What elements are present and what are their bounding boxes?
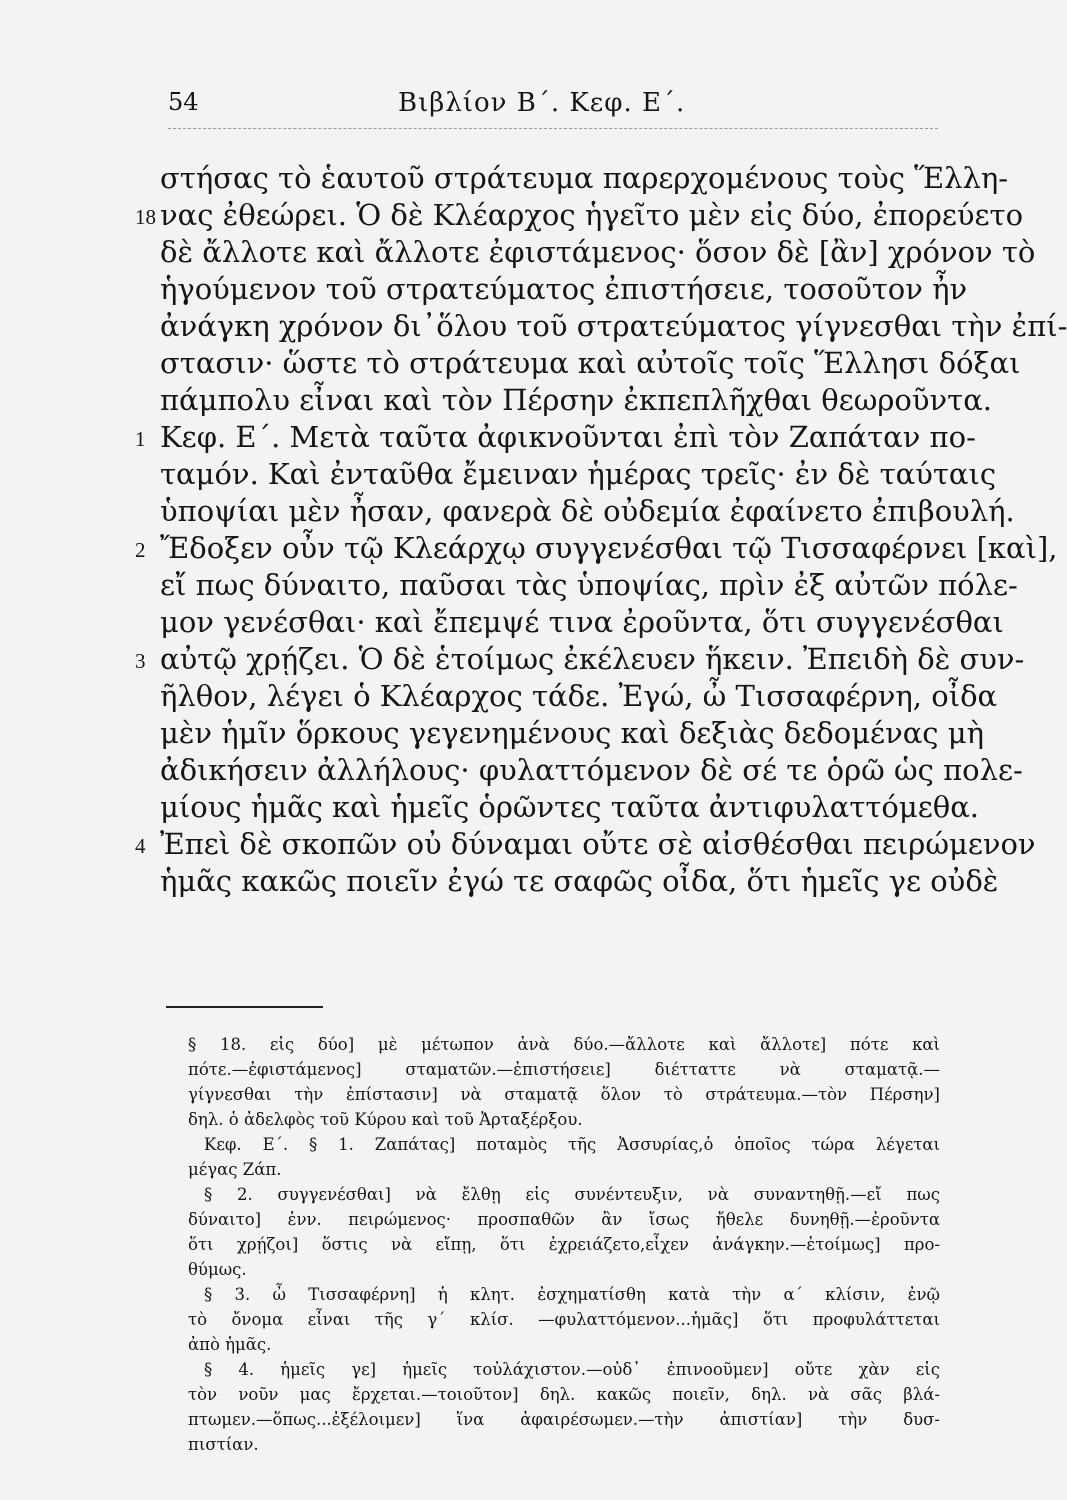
line-text: ῆλθον, λέγει ὁ Κλέαρχος τάδε. Ἐγώ, ὦ Τισσαφέρνη, οἶδα xyxy=(160,679,998,713)
text-line xyxy=(135,530,1058,567)
footnote-line: πιστίαν. xyxy=(188,1435,259,1454)
line-text: πάμπολυ εἶναι καὶ τὸν Πέρσην ἐκπεπλῆχθαι θεωροῦντα. xyxy=(160,383,992,417)
footnote-rule xyxy=(166,1006,323,1008)
line-text: μον γενέσθαι· καὶ ἔπεμψέ τινα ἐροῦντα, ὅτι συγγενέσθαι xyxy=(160,605,1004,639)
footnote-line: πτωμεν.—ὅπως...ἐξέλοιμεν] ἵνα ἀφαιρέσωμεν.—τὴν ἀπιστίαν] τὴν δυσ- xyxy=(188,1410,940,1429)
text-line xyxy=(135,197,1024,234)
footnote-line: § 4. ἡμεῖς γε] ἡμεῖς τοὐλάχιστον.—οὐδ᾽ ἐπινοοῦμεν] οὔτε χὰν εἰς xyxy=(204,1360,940,1379)
text-line xyxy=(160,863,999,900)
line-text: ἀδικήσειν ἀλλήλους· φυλαττόμενον δὲ σέ τε ὁρῶ ὡς πολε- xyxy=(160,753,1023,787)
line-text: αὐτῷ χρῄζει. Ὁ δὲ ἑτοίμως ἐκέλευεν ἥκειν. Ἐπειδὴ δὲ συν- xyxy=(160,642,1025,676)
text-line xyxy=(160,715,984,752)
footnote-line: ἀπὸ ἡμᾶς. xyxy=(188,1335,272,1354)
line-text: ἡγούμενον τοῦ στρατεύματος ἐπιστήσειε, τοσοῦτον ἦν xyxy=(160,272,968,306)
footnote-line: τὸν νοῦν μας ἔρχεται.—τοιοῦτον] δηλ. κακῶς ποιεῖν, δηλ. νὰ σᾶς βλά- xyxy=(188,1385,940,1404)
line-text: ἀνάγκη χρόνον δι᾽ὅλου τοῦ στρατεύματος γίγνεσθαι τὴν ἐπί- xyxy=(160,309,1067,343)
footnote-line: Κεφ. Ε΄. § 1. Ζαπάτας] ποταμὸς τῆς Ἀσσυρίας,ὁ ὁποῖος τώρα λέγεται xyxy=(204,1135,940,1154)
page-header xyxy=(158,80,938,120)
line-text: Ἐπεὶ δὲ σκοπῶν οὐ δύναμαι οὔτε σὲ αἰσθέσθαι πειρώμενον xyxy=(160,827,1036,861)
text-line xyxy=(160,604,1004,641)
section-number: 1 xyxy=(135,427,146,451)
text-line xyxy=(160,456,997,493)
main-text xyxy=(135,160,1067,900)
text-line xyxy=(160,752,1023,789)
running-head: Βιβλίον Β΄. Κεφ. Ε΄. xyxy=(398,88,686,118)
footnote-line: § 3. ὦ Τισσαφέρνη] ἡ κλητ. ἐσχηματίσθη κατὰ τὴν α΄ κλίσιν, ἐνῷ xyxy=(204,1285,940,1304)
line-text: ἡμᾶς κακῶς ποιεῖν ἐγώ τε σαφῶς οἶδα, ὅτι ἡμεῖς γε οὐδὲ xyxy=(160,864,999,898)
footnote-line: δύναιτο] ἐνν. πειρώμενος· προσπαθῶν ἂν ἴσως ἤθελε δυνηθῇ.—ἐροῦντα xyxy=(188,1210,940,1229)
text-line xyxy=(135,419,976,456)
line-text: στήσας τὸ ἑαυτοῦ στράτευμα παρερχομένους τοὺς Ἕλλη- xyxy=(160,161,1009,195)
text-line xyxy=(135,641,1025,678)
footnote-line: μέγας Ζάπ. xyxy=(188,1160,282,1179)
header-rule xyxy=(168,128,938,129)
text-line xyxy=(160,160,1009,197)
text-line xyxy=(160,345,1021,382)
text-line xyxy=(160,567,1018,604)
text-line xyxy=(160,678,998,715)
footnote-line: ὅτι χρῄζοι] ὅστις νὰ εἴπῃ, ὅτι ἐχρειάζετο,εἶχεν ἀνάγκην.—ἑτοίμως] προ- xyxy=(188,1235,940,1254)
section-number: 3 xyxy=(135,649,146,673)
section-number: 4 xyxy=(135,834,146,858)
footnote-line: θύμως. xyxy=(188,1260,247,1279)
footnote-line: § 18. εἰς δύο] μὲ μέτωπον ἀνὰ δύο.—ἄλλοτε καὶ ἄλλοτε] πότε καὶ xyxy=(188,1035,940,1054)
line-text: εἴ πως δύναιτο, παῦσαι τὰς ὑποψίας, πρὶν ἐξ αὐτῶν πόλε- xyxy=(160,568,1018,602)
line-text: μὲν ἡμῖν ὅρκους γεγενημένους καὶ δεξιὰς δεδομένας μὴ xyxy=(160,716,984,750)
footnote-line: τὸ ὄνομα εἶναι τῆς γ΄ κλίσ. —φυλαττόμενον...ἡμᾶς] ὅτι προφυλάττεται xyxy=(188,1310,940,1329)
line-text: ταμόν. Καὶ ἐνταῦθα ἔμειναν ἡμέρας τρεῖς· ἐν δὲ ταύταις xyxy=(160,457,997,491)
text-line xyxy=(160,234,1036,271)
text-line xyxy=(160,308,1067,345)
page-number: 54 xyxy=(168,88,199,116)
footnotes xyxy=(188,1032,940,1457)
footnote-line: πότε.—ἐφιστάμενος] σταματῶν.—ἐπιστήσειε] διέτταττε νὰ σταματᾷ.— xyxy=(188,1060,940,1079)
text-line xyxy=(160,789,980,826)
section-number: 18 xyxy=(135,205,156,229)
line-text: ὑποψίαι μὲν ἦσαν, φανερὰ δὲ οὐδεμία ἐφαίνετο ἐπιβουλή. xyxy=(160,494,1015,528)
text-line xyxy=(160,382,992,419)
footnote-line: § 2. συγγενέσθαι] νὰ ἔλθῃ εἰς συνέντευξιν, νὰ συναντηθῇ.—εἴ πως xyxy=(204,1185,940,1204)
footnote-line: δηλ. ὁ ἀδελφὸς τοῦ Κύρου καὶ τοῦ Ἀρταξέρξου. xyxy=(188,1110,583,1129)
text-line xyxy=(135,826,1036,863)
line-text: νας ἐθεώρει. Ὁ δὲ Κλέαρχος ἡγεῖτο μὲν εἰς δύο, ἐπορεύετο xyxy=(160,198,1024,232)
line-text: Ἔδοξεν οὖν τῷ Κλεάρχῳ συγγενέσθαι τῷ Τισσαφέρνει [καὶ], xyxy=(160,531,1058,565)
line-text: Κεφ. Ε΄. Μετὰ ταῦτα ἀφικνοῦνται ἐπὶ τὸν Ζαπάταν πο- xyxy=(160,420,976,454)
text-line xyxy=(160,271,968,308)
footnote-line: γίγνεσθαι τὴν ἐπίστασιν] νὰ σταματᾷ ὅλον τὸ στράτευμα.—τὸν Πέρσην] xyxy=(188,1085,940,1104)
line-text: μίους ἡμᾶς καὶ ἡμεῖς ὁρῶντες ταῦτα ἀντιφυλαττόμεθα. xyxy=(160,790,980,824)
section-number: 2 xyxy=(135,538,146,562)
text-line xyxy=(160,493,1015,530)
line-text: δὲ ἄλλοτε καὶ ἄλλοτε ἐφιστάμενος· ὅσον δὲ [ἂν] χρόνον τὸ xyxy=(160,235,1036,269)
line-text: στασιν· ὥστε τὸ στράτευμα καὶ αὐτοῖς τοῖς Ἕλλησι δόξαι xyxy=(160,346,1021,380)
